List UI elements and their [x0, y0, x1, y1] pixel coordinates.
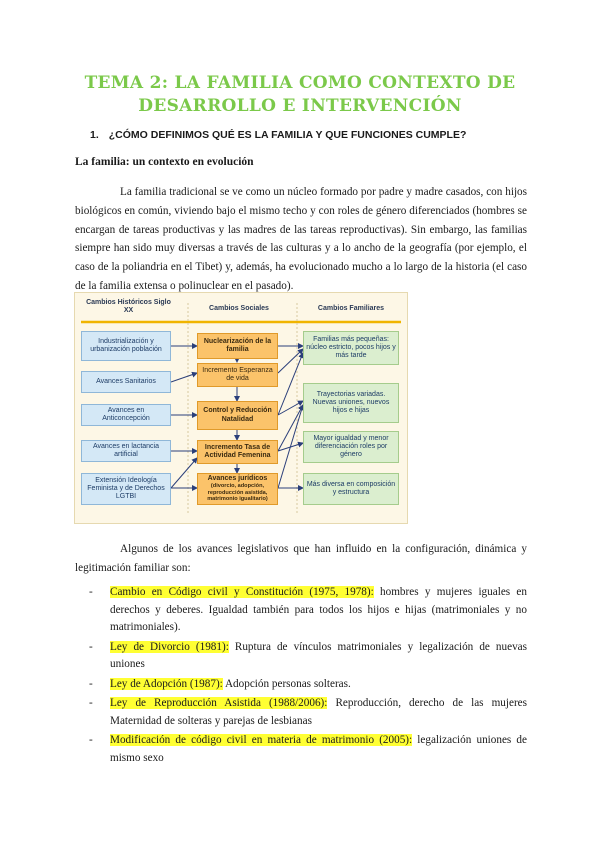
social-item: Control y Reducción Natalidad	[197, 401, 278, 430]
section-heading	[90, 129, 466, 141]
paragraph-laws-intro: Algunos de los avances legislativos que han influido en la configuración, dinámica y legitimación familiar son:	[75, 543, 527, 574]
header-social: Cambios Sociales	[209, 305, 269, 312]
social-item: Incremento Tasa de Actividad Femenina	[197, 440, 278, 464]
social-legal-title: Avances jurídicos	[207, 475, 268, 482]
law-name: Modificación de código civil en materia de matrimonio (2005):	[110, 734, 413, 746]
header-family: Cambios Familiares	[317, 305, 385, 312]
header-historical: Cambios Históricos Siglo XX	[86, 299, 171, 314]
social-legal-detail: (divorcio, adopción, reproducción asistida, matrimonio igualitario)	[207, 483, 268, 503]
document-title: TEMA 2: LA FAMILIA COMO CONTEXTO DE DESARROLLO E INTERVENCIÓN	[84, 73, 516, 116]
family-item: Más diversa en composición y estructura	[303, 473, 399, 505]
laws-list	[75, 584, 527, 769]
law-text: Reproducción, derecho de las mujeres Maternidad de solteras y parejas de lesbianas	[110, 697, 527, 727]
law-name: Ley de Adopción (1987):	[110, 677, 223, 690]
list-item: - Ley de Divorcio (1981): Ruptura de vínculos matrimoniales y legalización de nuevas uniones	[89, 640, 527, 670]
family-item: Familias más pequeñas: núcleo estricto, pocos hijos y más tarde	[303, 331, 399, 365]
social-item: Incremento Esperanza de vida	[197, 363, 278, 387]
law-text: Ruptura de vínculos matrimoniales y legalización de nuevas uniones	[110, 640, 527, 670]
historical-item: Avances en lactancia artificial	[81, 440, 171, 462]
section-number: 1.	[90, 129, 99, 141]
law-name: Ley de Reproducción Asistida (1988/2006):	[110, 697, 328, 709]
historical-item: Avances Sanitarios	[81, 371, 171, 393]
list-item: - Cambio en Código civil y Constitución (1975, 1978): hombres y mujeres iguales en derechos y deberes. Igualdad también para todos los hijos e hijas (matrimoniales y no matrimoniales).	[89, 586, 527, 633]
paragraph-intro: La familia tradicional se ve como un núcleo formado por padre y madre casados, con hijos biológicos en común, viviendo bajo el mismo techo y con roles de género diferenciados (hombres se encargan de tareas productivas y las madres de las tareas reproductivas). Sin embargo, las familias siempre han sido muy diversas a través de las culturas y a lo ancho de la geografía (por ejemplo, el caso de la poliandria en el Tibet) y, además, ha evolucionado mucho a lo largo de la historia (el caso de la familia extensa o polinuclear en el pasado).	[75, 186, 527, 292]
law-name: Cambio en Código civil y Constitución (1975, 1978):	[110, 586, 374, 598]
law-text: legalización uniones de mismo sexo	[110, 734, 527, 764]
historical-item: Industrialización y urbanización población	[81, 331, 171, 361]
section-heading-text: ¿CÓMO DEFINIMOS QUÉ ES LA FAMILIA Y QUE FUNCIONES CUMPLE?	[108, 129, 467, 141]
subheading: La familia: un contexto en evolución	[75, 156, 254, 168]
social-item: Nuclearización de la familia	[197, 333, 278, 359]
list-item: - Ley de Reproducción Asistida (1988/2006): Reproducción, derecho de las mujeres Maternidad de solteras y parejas de lesbianas	[89, 697, 527, 727]
family-item: Mayor igualdad y menor diferenciación roles por género	[303, 431, 399, 463]
list-item: - Modificación de código civil en materia de matrimonio (2005): legalización uniones de mismo sexo	[89, 734, 527, 764]
law-name: Ley de Divorcio (1981):	[110, 640, 229, 653]
family-item: Trayectorias variadas. Nuevas uniones, nuevos hijos e hijas	[303, 383, 399, 423]
list-item: - Ley de Adopción (1987): Adopción personas solteras.	[89, 677, 351, 690]
family-changes-diagram	[74, 292, 408, 524]
law-text: hombres y mujeres iguales en derechos y deberes. Igualdad también para todos los hijos e hijas (matrimoniales y no matrimoniales).	[110, 586, 527, 633]
historical-item: Avances en Anticoncepción	[81, 404, 171, 426]
social-item-legal	[197, 473, 278, 505]
law-text: Adopción personas solteras.	[222, 677, 351, 690]
historical-item: Extensión Ideología Feminista y de Derechos LGTBI	[81, 473, 171, 505]
